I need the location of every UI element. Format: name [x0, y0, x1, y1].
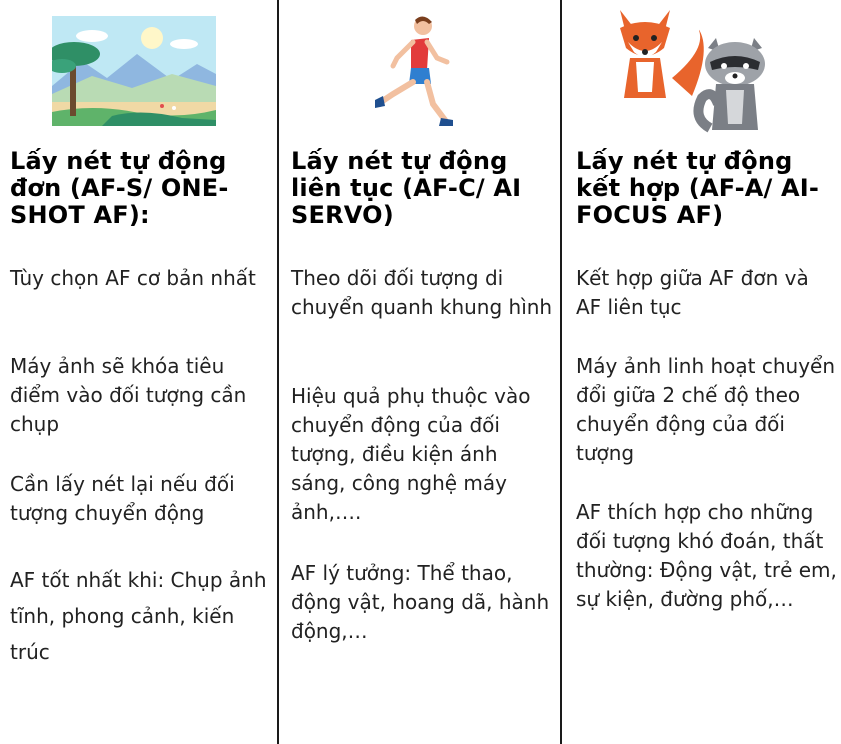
paragraph-basic-option: Tùy chọn AF cơ bản nhất: [10, 266, 256, 290]
column-af-c: [279, 0, 560, 744]
paragraph-combination: Kết hợp giữa AF đơn và AF liên tục: [576, 266, 809, 319]
column-title: Lấy nét tự động đơn (AF-S/ ONE-SHOT AF):: [10, 147, 229, 229]
paragraph-effectiveness: Hiệu quả phụ thuộc vào chuyển động của đối tượng, điều kiện ánh sáng, công nghệ máy ảnh,….: [291, 384, 531, 524]
running-person-icon: [371, 14, 461, 132]
column-title: Lấy nét tự động liên tục (AF-C/ AI SERVO): [291, 147, 522, 229]
column-af-a: [562, 0, 841, 744]
column-title: Lấy nét tự động kết hợp (AF-A/ AI-FOCUS AF): [576, 147, 820, 229]
paragraph-best-use: AF tốt nhất khi: Chụp ảnh tĩnh, phong cảnh, kiến trúc: [10, 568, 267, 664]
paragraph-flexible-switch: Máy ảnh linh hoạt chuyển đổi giữa 2 chế độ theo chuyển động của đối tượng: [576, 354, 836, 465]
paragraph-suitable-subjects: AF thích hợp cho những đối tượng khó đoán, thất thường: Động vật, trẻ em, sự kiện, đường phố,…: [576, 500, 837, 611]
paragraph-ideal-use: AF lý tưởng: Thể thao, động vật, hoang dã, hành động,…: [291, 561, 550, 643]
paragraph-tracking: Theo dõi đối tượng di chuyển quanh khung hình: [291, 266, 553, 319]
column-af-s: [0, 0, 277, 744]
paragraph-lock-focus: Máy ảnh sẽ khóa tiêu điểm vào đối tượng cần chụp: [10, 354, 247, 436]
fox-raccoon-icon: [612, 8, 772, 136]
paragraph-refocus: Cần lấy nét lại nếu đối tượng chuyển động: [10, 472, 235, 525]
landscape-icon: [52, 16, 216, 126]
